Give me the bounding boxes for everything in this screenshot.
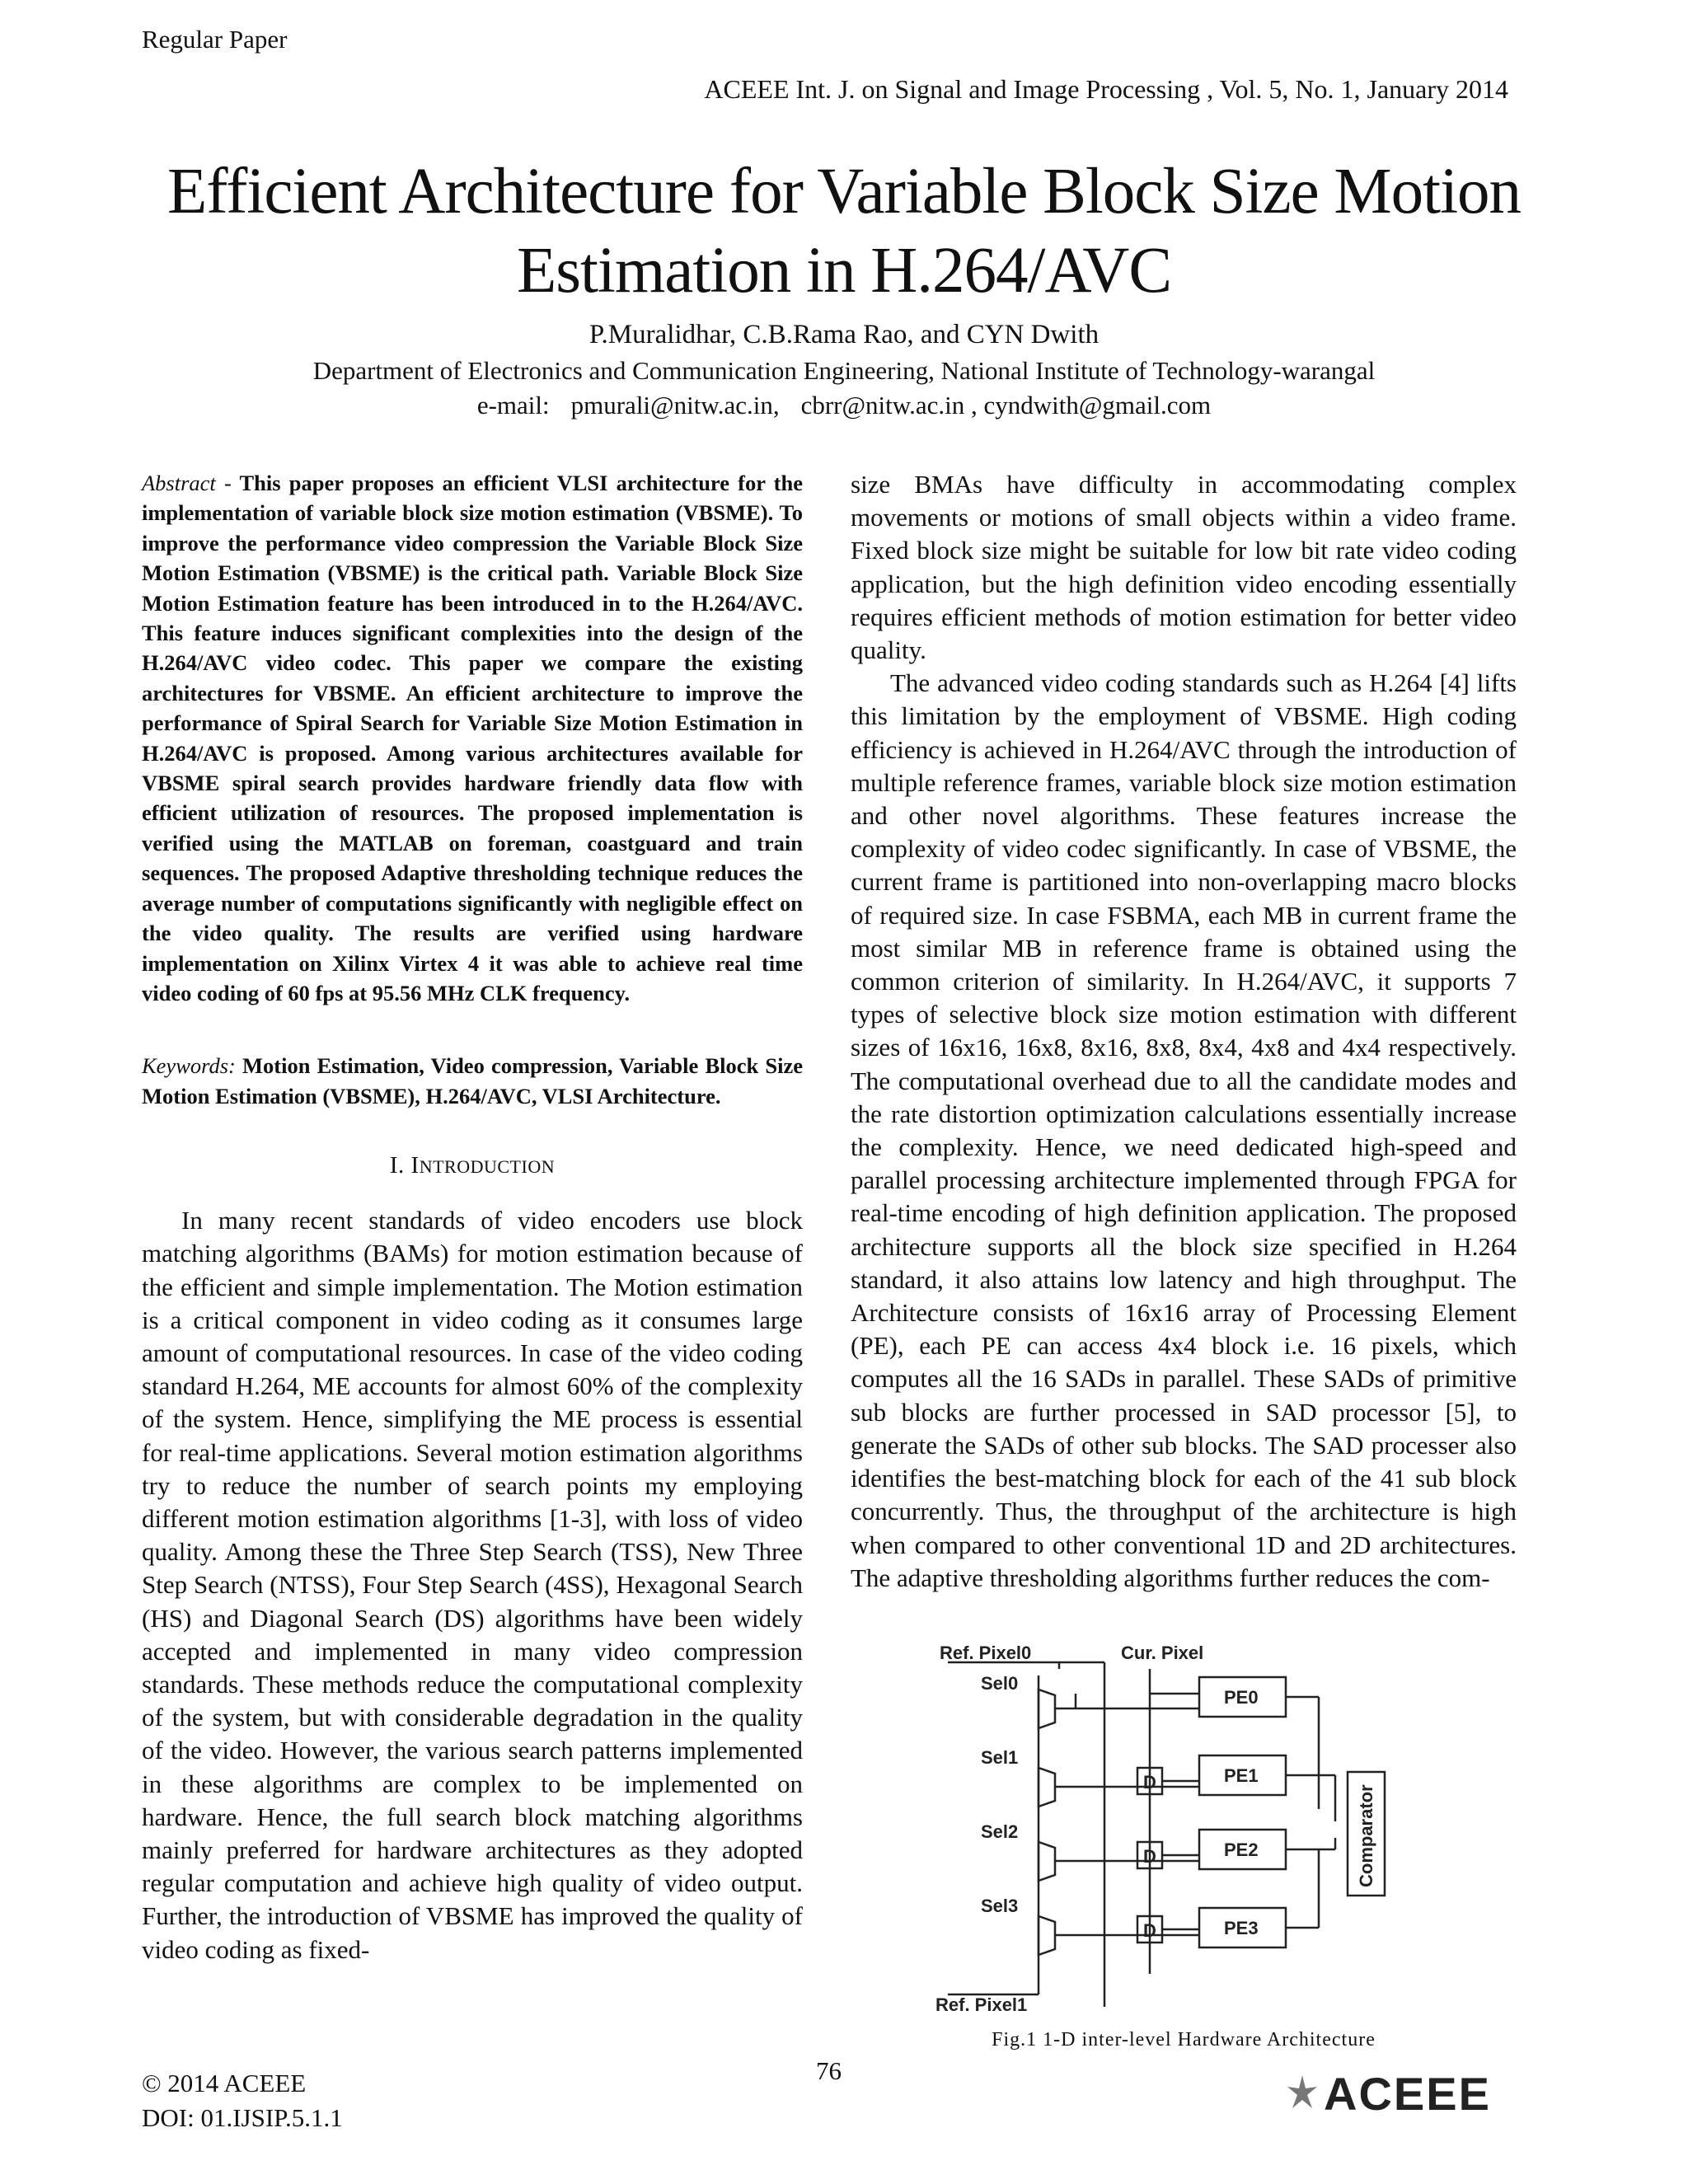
section-heading-introduction: [142, 1152, 803, 1179]
abstract-label: Abstract -: [142, 471, 232, 495]
email-2: cbrr@nitw.ac.in , cyndwith@gmail.com: [800, 391, 1212, 419]
fig-d1-label: D: [1143, 1772, 1156, 1793]
abstract-text: This paper proposes an efficient VLSI architecture for the implementation of variable block size motion estimation (VBSME). To improve the performance video compression the Variable Block Size Motion Estimation (VBSME) is the critical path. Variable Block Size Motion Estimation feature has been introduced in to the H.264/AVC. This feature induces significant complexities into the design of the H.264/AVC video codec. This paper we compare the existing architectures for VBSME. An efficient architecture to improve the performance of Spiral Search for Variable Size Motion Estimation in H.264/AVC is proposed. Among various architectures available for VBSME spiral search provides hardware friendly data flow with efficient utilization of resources. The proposed implementation is verified using the MATLAB on foreman, coastguard and train sequences. The proposed Adaptive thresholding technique reduces the average number of computations significantly with negligible effect on the video quality. The results are verified using hardware implementation on Xilinx Virtex 4 it was able to achieve real time video coding of 60 fps at 95.56 MHz CLK frequency.: [142, 471, 803, 1005]
paper-title: [0, 152, 1688, 311]
email-line: [0, 391, 1688, 420]
fig-sel1-label: Sel1: [981, 1747, 1019, 1768]
title-line-1: Efficient Architecture for Variable Block Size Motion: [166, 156, 1522, 227]
fig-comparator-label: Comparator: [1356, 1784, 1376, 1887]
fig-ref-pixel0-label: Ref. Pixel0: [940, 1644, 1032, 1663]
right-paragraph-2: The advanced video coding standards such as H.264 [4] lifts this limitation by the employment of VBSME. High coding efficiency is achieved in H.264/AVC through the introduction of multiple reference frames, variable block size motion estimation and other novel algorithms. These features increase the complexity of video codec significantly. In case of VBSME, the current frame is partitioned into non-overlapping macro blocks of required size. In case FSBMA, each MB in current frame the most similar MB in reference frame is obtained using the common criterion of similarity. In H.264/AVC, it supports 7 types of selective block size motion estimation with different sizes of 16x16, 16x8, 8x16, 8x8, 8x4, 4x8 and 4x4 respectively. The computational overhead due to all the candidate modes and the rate distortion optimization calculations essentially increase the complexity. Hence, we need dedicated high-speed and parallel processing architecture implemented through FPGA for real-time encoding of high definition application. The proposed architecture supports all the block size specified in H.264 standard, it also attains low latency and high throughput. The Architecture consists of 16x16 array of Processing Element (PE), each PE can access 4x4 block i.e. 16 pixels, which computes all the 16 SADs in parallel. These SADs of primitive sub blocks are further processed in SAD processor [5], to generate the SADs of other sub blocks. The SAD processer also identifies the best-matching block for each of the 41 sub block concurrently. Thus, the throughput of the architecture is high when compared to other conventional 1D and 2D architectures. The adaptive thresholding algorithms further reduces the com-: [851, 668, 1517, 1592]
fig-sel2-label: Sel2: [981, 1821, 1019, 1842]
figure-caption: Fig.1 1-D inter-level Hardware Architecture: [992, 2029, 1376, 2050]
journal-citation: ACEEE Int. J. on Signal and Image Processing , Vol. 5, No. 1, January 2014: [704, 74, 1508, 104]
fig-pe3-label: PE3: [1224, 1918, 1259, 1938]
fig-cur-pixel-label: Cur. Pixel: [1121, 1644, 1204, 1663]
aceee-logo: [1284, 2069, 1525, 2118]
section-number: I. I: [389, 1152, 420, 1179]
doi: DOI: 01.IJSIP.5.1.1: [142, 2103, 343, 2132]
email-1: pmurali@nitw.ac.in,: [570, 391, 780, 419]
abstract: [142, 468, 803, 1008]
fig-pe0-label: PE0: [1224, 1687, 1259, 1708]
right-column: [851, 468, 1517, 1595]
right-paragraph-1: size BMAs have difficulty in accommodating complex movements or motions of small objects within a video frame. Fixed block size might be suitable for low bit rate video coding application, but the high definition video encoding essentially requires efficient methods of motion estimation for better video quality.: [851, 470, 1517, 665]
fig-d2-label: D: [1143, 1846, 1156, 1867]
figure-1-diagram: [931, 1644, 1459, 2015]
fig-sel3-label: Sel3: [981, 1896, 1019, 1916]
page-number: 76: [816, 2056, 842, 2085]
fig-pe1-label: PE1: [1224, 1765, 1259, 1786]
authors: P.Muralidhar, C.B.Rama Rao, and CYN Dwith: [588, 320, 1100, 349]
title-line-2: Estimation in H.264/AVC: [516, 235, 1172, 307]
copyright: © 2014 ACEEE: [142, 2069, 307, 2097]
email-label: e-mail:: [476, 391, 550, 419]
section-title: NTRODUCTION: [419, 1156, 556, 1178]
logo-text: ACEEE: [1324, 2069, 1491, 2118]
left-column: [142, 468, 803, 1966]
fig-pe2-label: PE2: [1224, 1840, 1259, 1860]
affiliation: Department of Electronics and Communication Engineering, National Institute of Technology-warangal: [312, 356, 1376, 385]
fig-ref-pixel1-label: Ref. Pixel1: [935, 1994, 1028, 2015]
fig-d3-label: D: [1143, 1920, 1156, 1941]
keywords: [142, 1051, 803, 1111]
intro-paragraph: In many recent standards of video encoders use block matching algorithms (BAMs) for motion estimation because of the efficient and simple implementation. The Motion estimation is a critical component in video coding as it consumes large amount of computational resources. In case of the video coding standard H.264, ME accounts for almost 60% of the complexity of the system. Hence, simplifying the ME process is essential for real-time applications. Several motion estimation algorithms try to reduce the number of search points my employing different motion estimation algorithms [1-3], with loss of video quality. Among these the Three Step Search (TSS), New Three Step Search (NTSS), Four Step Search (4SS), Hexagonal Search (HS) and Diagonal Search (DS) algorithms have been widely accepted and implemented in many video compression standards. These methods reduce the computational complexity of the system, but with considerable degradation in the quality of the video. However, the various search patterns implemented in these algorithms are complex to be implemented on hardware. Hence, the full search block matching algorithms mainly preferred for hardware architectures as they adopted regular computation and achieve high quality of video output. Further, the introduction of VBSME has improved the quality of video coding as fixed-: [142, 1206, 803, 1964]
fig-sel0-label: Sel0: [981, 1673, 1019, 1694]
keywords-label: Keywords:: [142, 1053, 236, 1079]
keywords-text: Motion Estimation, Video compression, Variable Block Size Motion Estimation (VBSME), H.264/AVC, VLSI Architecture.: [142, 1053, 804, 1108]
header-label: Regular Paper: [142, 25, 288, 54]
